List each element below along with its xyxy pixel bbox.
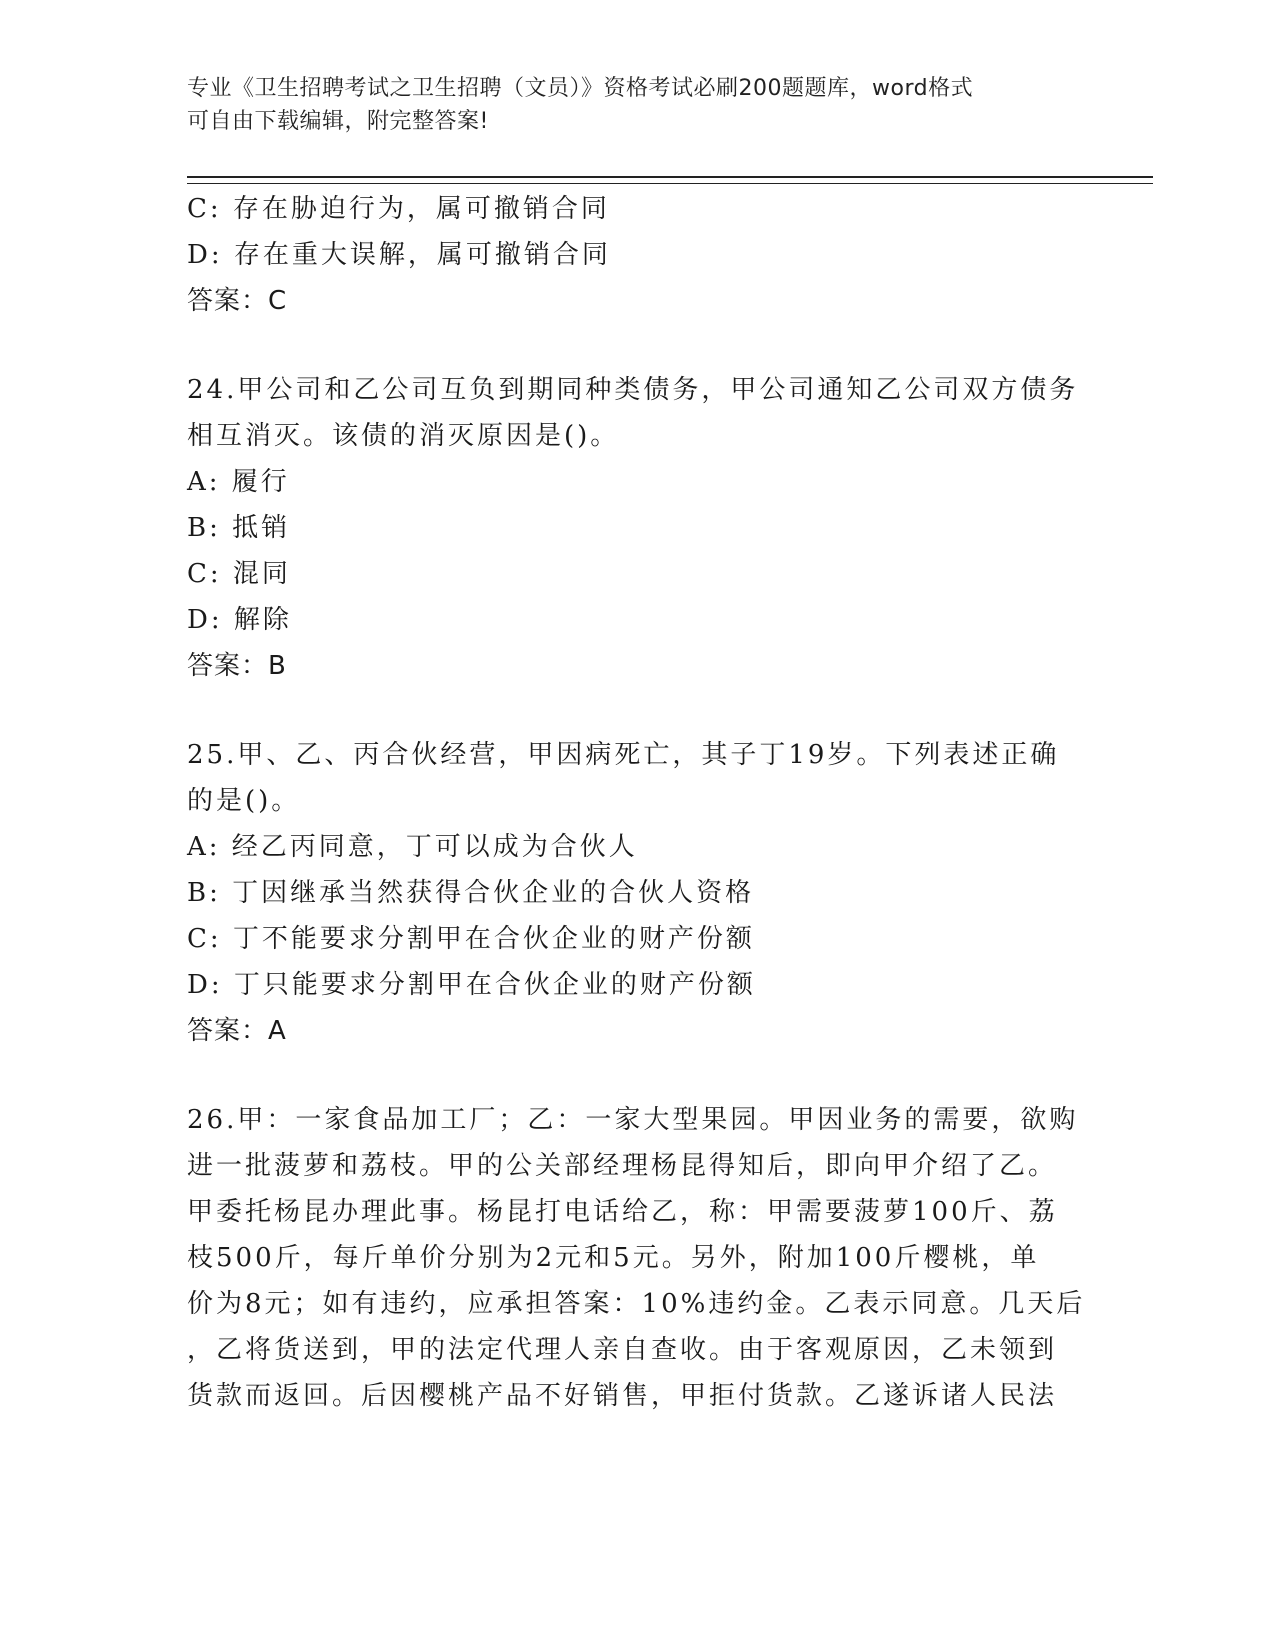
option-a: A: 履行	[187, 467, 290, 497]
option-d: D: 丁只能要求分割甲在合伙企业的财产份额	[187, 970, 756, 1000]
header-line-1: 专业《卫生招聘考试之卫生招聘（文员）》资格考试必刷200题题库，word格式	[187, 76, 974, 101]
question-text: 26.甲：一家食品加工厂；乙：一家大型果园。甲因业务的需要，欲购	[187, 1105, 1079, 1135]
option-a: A: 经乙丙同意，丁可以成为合伙人	[187, 832, 638, 862]
option-b: B: 丁因继承当然获得合伙企业的合伙人资格	[187, 878, 755, 908]
option-d: D: 解除	[187, 605, 292, 635]
question-text: 价为8元；如有违约，应承担答案：10%违约金。乙表示同意。几天后	[187, 1289, 1086, 1319]
question-text: 货款而返回。后因樱桃产品不好销售，甲拒付货款。乙遂诉诸人民法	[187, 1381, 1058, 1411]
answer: 答案：C	[187, 286, 288, 316]
spacer	[187, 1054, 1087, 1097]
spacer	[187, 324, 1087, 367]
spacer	[187, 689, 1087, 732]
question-24	[187, 367, 1087, 689]
option-d: D: 存在重大误解，属可撤销合同	[187, 240, 611, 270]
question-text: 相互消灭。该债的消灭原因是()。	[187, 421, 620, 451]
question-text: 进一批菠萝和荔枝。甲的公关部经理杨昆得知后，即向甲介绍了乙。	[187, 1151, 1058, 1181]
answer: 答案：B	[187, 651, 287, 681]
option-c: C: 丁不能要求分割甲在合伙企业的财产份额	[187, 924, 755, 954]
option-b: B: 抵销	[187, 513, 291, 543]
option-c: C: 存在胁迫行为，属可撤销合同	[187, 194, 610, 224]
question-text: 枝500斤，每斤单价分别为2元和5元。另外，附加100斤樱桃，单	[187, 1243, 1040, 1273]
question-26	[187, 1097, 1087, 1419]
header-divider	[187, 176, 1153, 184]
header-line-2: 可自由下载编辑，附完整答案!	[187, 109, 489, 134]
question-text: 甲委托杨昆办理此事。杨昆打电话给乙，称：甲需要菠萝100斤、荔	[187, 1197, 1058, 1227]
question-25	[187, 732, 1087, 1054]
question-text: 的是()。	[187, 786, 301, 816]
question-text: 25.甲、乙、丙合伙经营，甲因病死亡，其子丁19岁。下列表述正确	[187, 740, 1060, 770]
answer: 答案：A	[187, 1016, 287, 1046]
question-text: 24.甲公司和乙公司互负到期同种类债务，甲公司通知乙公司双方债务	[187, 375, 1079, 405]
document-body	[187, 186, 1087, 1419]
document-header	[187, 72, 1087, 138]
question-text: ，乙将货送到，甲的法定代理人亲自查收。由于客观原因，乙未领到	[187, 1335, 1058, 1365]
question-23	[187, 186, 1087, 324]
option-c: C: 混同	[187, 559, 291, 589]
